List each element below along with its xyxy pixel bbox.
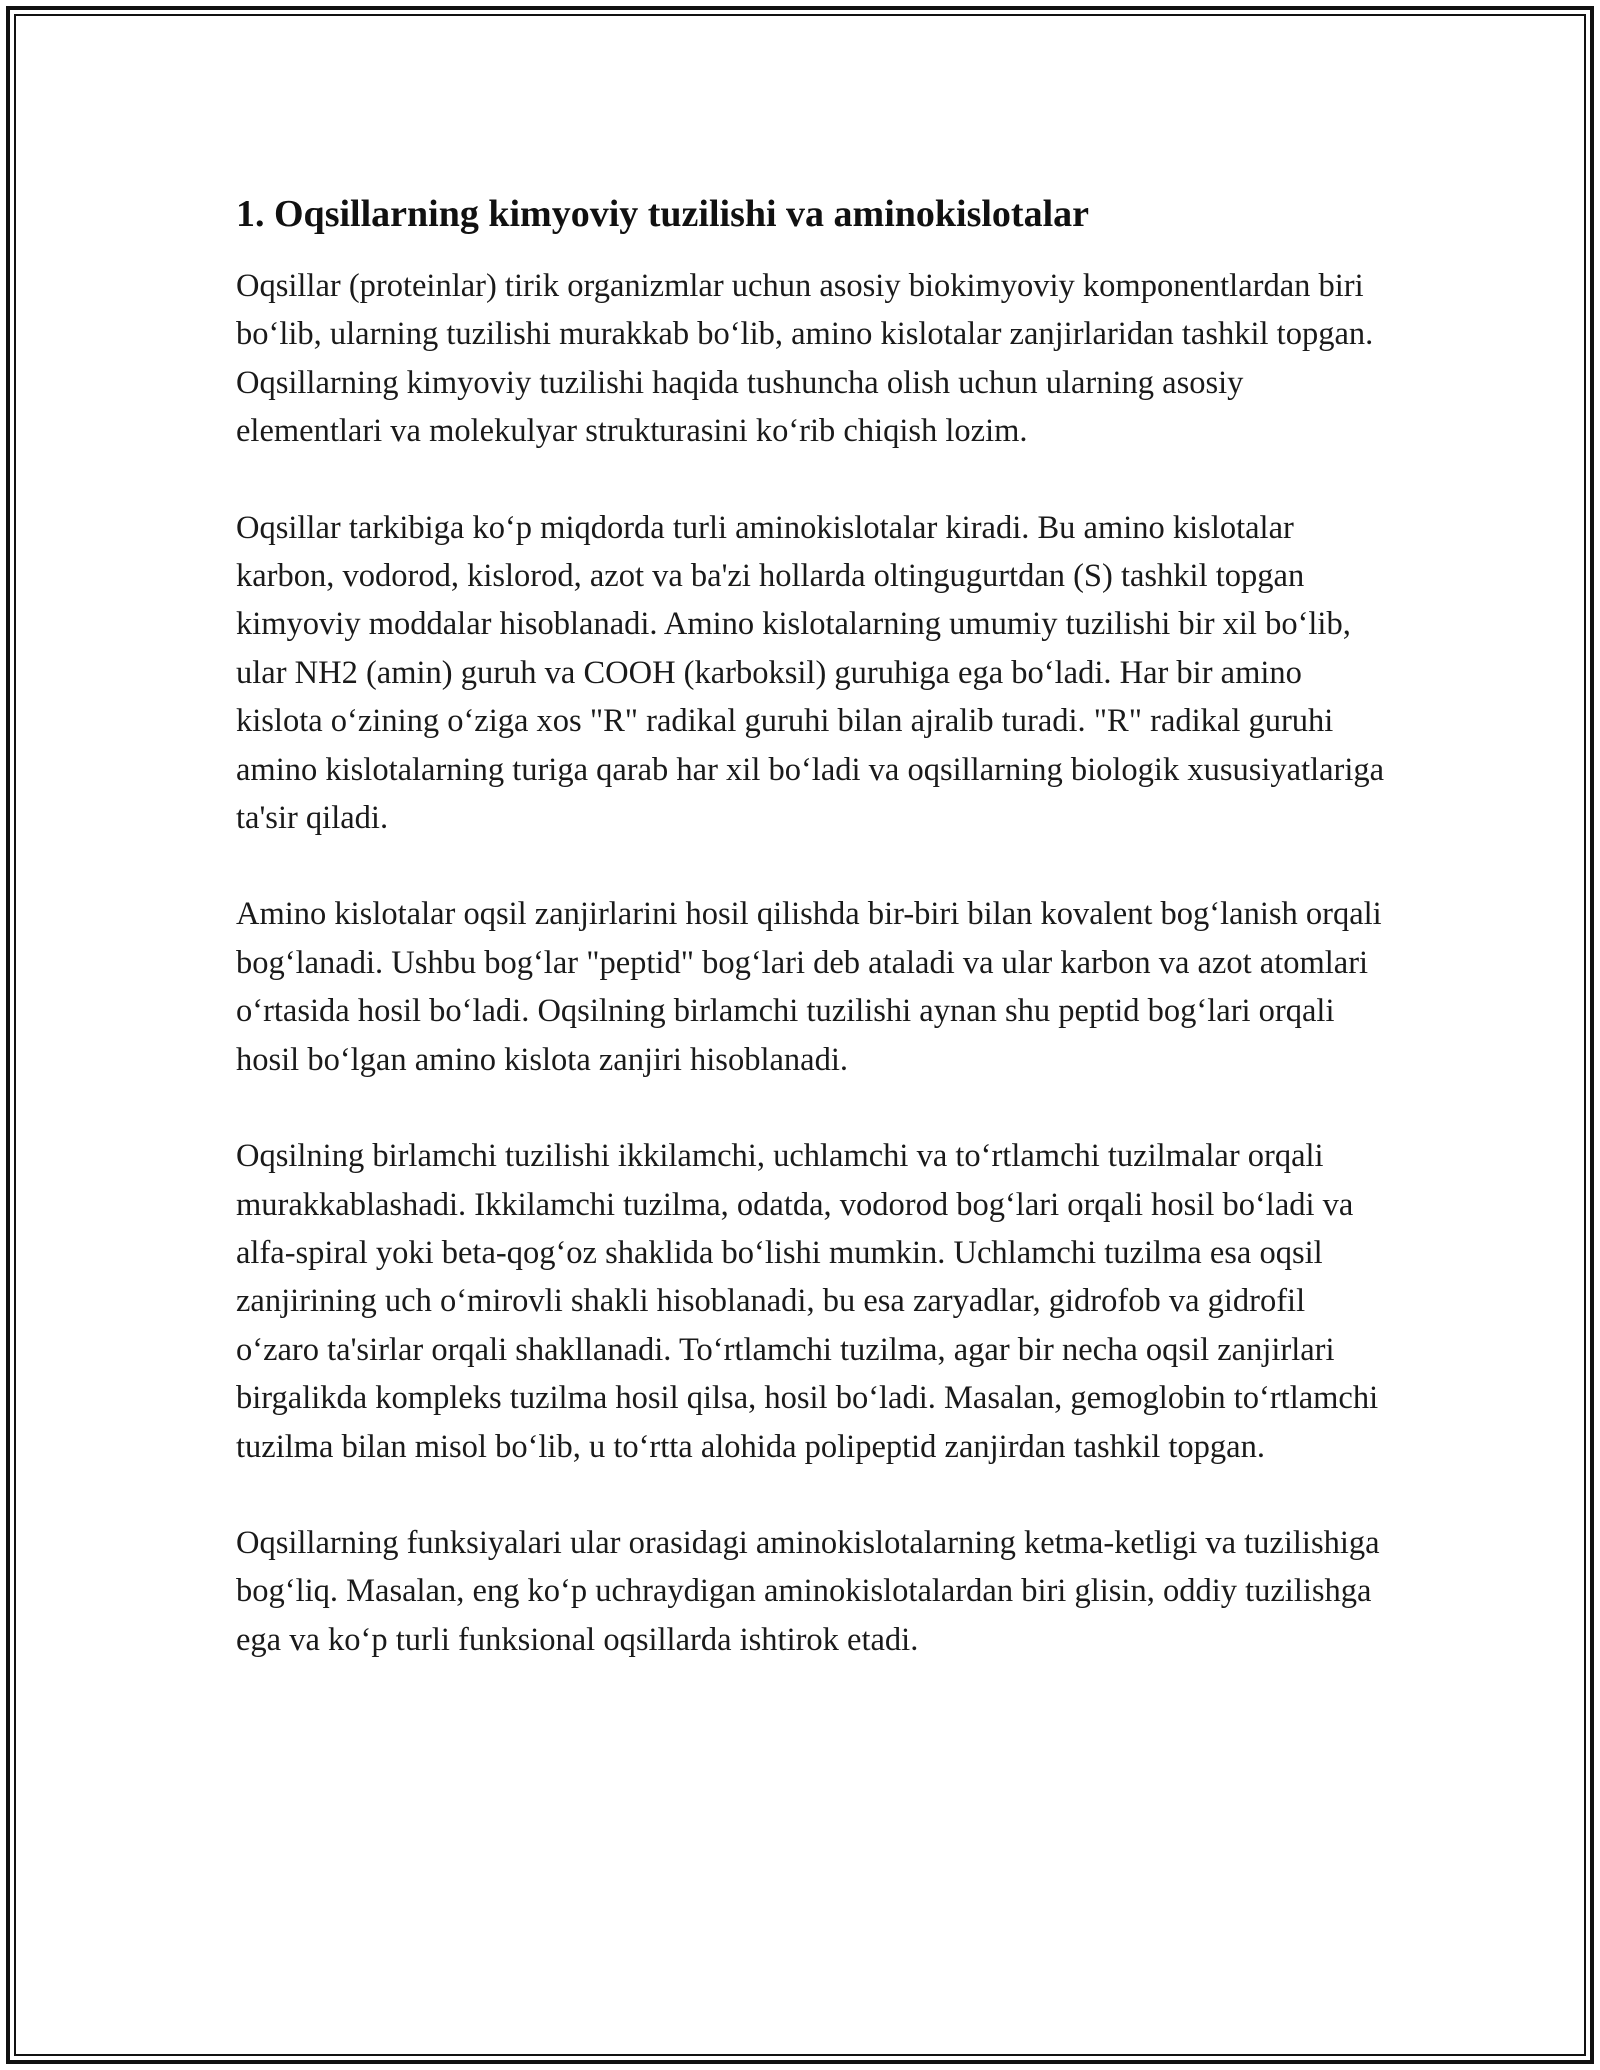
document-body — [236, 188, 1386, 1712]
paragraph-structure-levels: Oqsilning birlamchi tuzilishi ikkilamchi, uchlamchi va to‘rtlamchi tuzilmalar orqali murakkablashadi. Ikkilamchi tuzilma, odatda, vodorod bog‘lari orqali hosil bo‘ladi va alfa-spiral yoki beta-qog‘oz shaklida bo‘lishi mumkin. Uchlamchi tuzilma esa oqsil zanjirining uch o‘mirovli shakli hisoblanadi, bu esa zaryadlar, gidrofob va gidrofil o‘zaro ta'sirlar orqali shakllanadi. To‘rtlamchi tuzilma, agar bir necha oqsil zanjirlari birgalikda kompleks tuzilma hosil qilsa, hosil bo‘ladi. Masalan, gemoglobin to‘rtlamchi tuzilma bilan misol bo‘lib, u to‘rtta alohida polipeptid zanjirdan tashkil topgan. — [236, 1138, 1379, 1465]
paragraph-functions: Oqsillarning funksiyalari ular orasidagi aminokislotalarning ketma-ketligi va tuzilishiga bog‘liq. Masalan, eng ko‘p uchraydigan aminokislotalardan biri glisin, oddiy tuzilishga ega va ko‘p turli funksional oqsillarda ishtirok etadi. — [236, 1524, 1380, 1658]
paragraph-intro: Oqsillar (proteinlar) tirik organizmlar uchun asosiy biokimyoviy komponentlardan biri bo‘lib, ularning tuzilishi murakkab bo‘lib, amino kislotalar zanjirlaridan tashkil topgan. Oqsillarning kimyoviy tuzilishi haqida tushuncha olish uchun ularning asosiy elementlari va molekulyar strukturasini ko‘rib chiqish lozim. — [236, 268, 1374, 450]
paragraph-peptide-bonds: Amino kislotalar oqsil zanjirlarini hosil qilishda bir-biri bilan kovalent bog‘lanish orqali bog‘lanadi. Ushbu bog‘lar "peptid" bog‘lari deb ataladi va ular karbon va azot atomlari o‘rtasida hosil bo‘ladi. Oqsilning birlamchi tuzilishi aynan shu peptid bog‘lari orqali hosil bo‘lgan amino kislota zanjiri hisoblanadi. — [236, 896, 1382, 1078]
section-heading: 1. Oqsillarning kimyoviy tuzilishi va aminokislotalar — [236, 193, 1090, 235]
paragraph-amino-acids: Oqsillar tarkibiga ko‘p miqdorda turli aminokislotalar kiradi. Bu amino kislotalar karbon, vodorod, kislorod, azot va ba'zi hollarda oltingugurtdan (S) tashkil topgan kimyoviy moddalar hisoblanadi. Amino kislotalarning umumiy tuzilishi bir xil bo‘lib, ular NH2 (amin) guruh va COOH (karboksil) guruhiga ega bo‘ladi. Har bir amino kislota o‘zining o‘ziga xos "R" radikal guruhi bilan ajralib turadi. "R" radikal guruhi amino kislotalarning turiga qarab har xil bo‘ladi va oqsillarning biologik xususiyatlariga ta'sir qiladi. — [236, 509, 1385, 837]
